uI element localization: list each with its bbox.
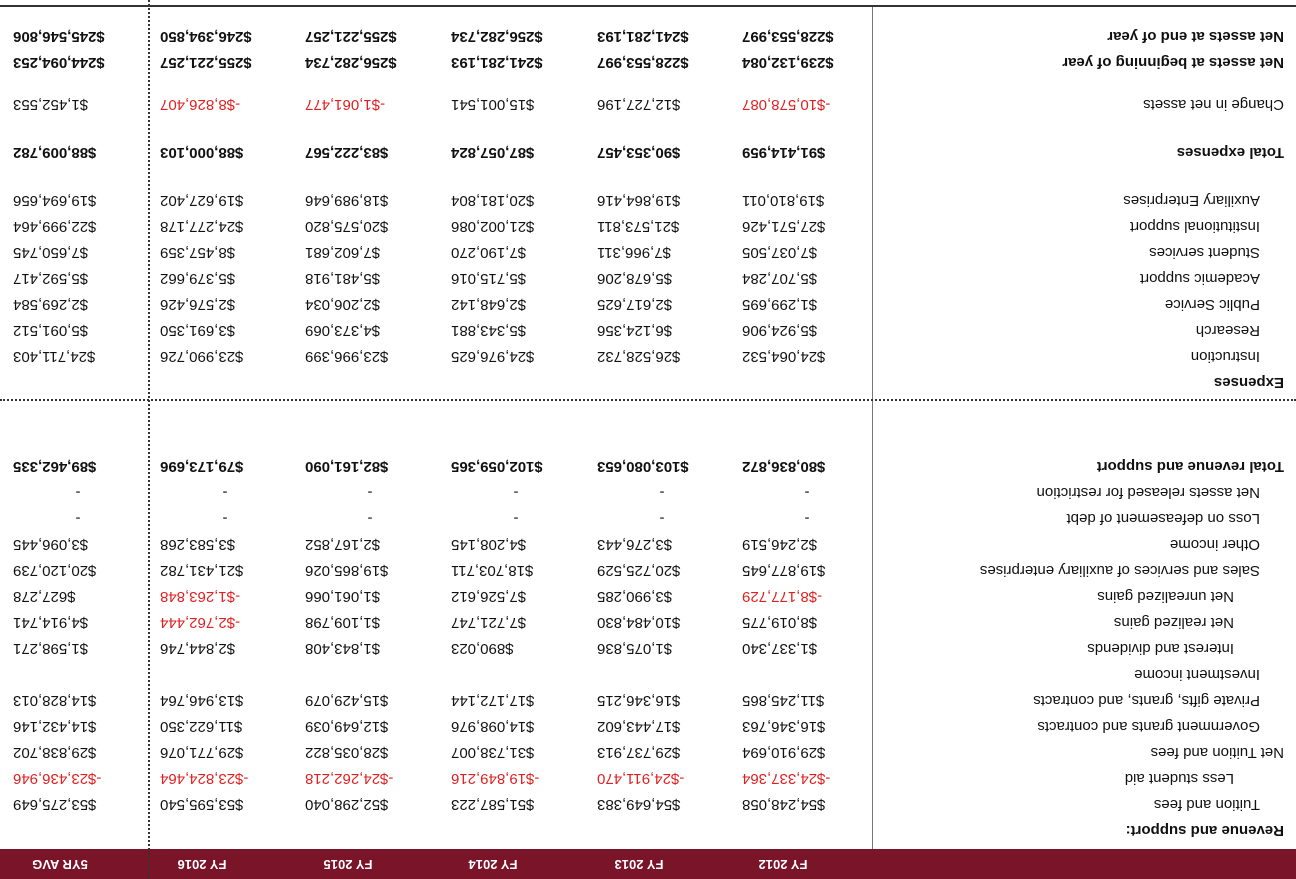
- cell-fy-2013: $3,276,443: [597, 536, 673, 553]
- row-label: Sales and services of auxiliary enterprises: [979, 562, 1260, 579]
- cell-fy-2013: $10,484,830: [597, 614, 681, 631]
- cell-fy-2015: $52,298,040: [305, 796, 389, 813]
- section-divider: [0, 399, 1296, 401]
- cell-fy-2013: -: [659, 484, 665, 501]
- row-net-assets-beginning: [0, 49, 1296, 75]
- cell-fy-2014: $256,282,734: [451, 28, 543, 45]
- cell-5yr-avg: -$23,436,946: [13, 770, 102, 787]
- cell-fy-2015: $20,575,820: [305, 218, 389, 235]
- cell-fy-2015: $7,602,681: [305, 244, 381, 261]
- cell-fy-2014: -$19,849,216: [451, 770, 540, 787]
- cell-5yr-avg: $20,120,739: [13, 562, 97, 579]
- row-label: Research: [1195, 322, 1260, 339]
- cell-fy-2013: $228,553,997: [597, 54, 689, 71]
- cell-fy-2015: -: [367, 484, 373, 501]
- row-label: Net assets released for restriction: [1036, 484, 1260, 501]
- cell-fy-2013: $5,678,206: [597, 270, 673, 287]
- cell-fy-2015: $1,843,408: [305, 640, 381, 657]
- row-label: Academic support: [1139, 270, 1260, 287]
- column-header-fy-2015: FY 2015: [323, 857, 373, 872]
- cell-fy-2012: $1,299,695: [742, 296, 818, 313]
- row-label: Government grants and contracts: [1037, 718, 1260, 735]
- cell-fy-2015: $5,481,918: [305, 270, 381, 287]
- cell-fy-2015: $82,161,090: [305, 458, 389, 475]
- cell-fy-2012: $19,877,645: [742, 562, 826, 579]
- cell-fy-2015: -: [367, 510, 373, 527]
- row-expenses-auxiliary: [0, 187, 1296, 213]
- column-header-fy-2014: FY 2014: [468, 857, 518, 872]
- row-label: Expenses: [1213, 374, 1284, 391]
- cell-fy-2013: $54,649,383: [597, 796, 681, 813]
- cell-fy-2016: $53,595,540: [160, 796, 244, 813]
- cell-fy-2013: $20,725,529: [597, 562, 681, 579]
- cell-5yr-avg: $29,838,702: [13, 744, 97, 761]
- cell-5yr-avg: $14,432,146: [13, 718, 97, 735]
- cell-fy-2014: $7,526,612: [451, 588, 527, 605]
- cell-fy-2014: $2,648,142: [451, 296, 527, 313]
- row-label: Net unrealized gains: [1097, 588, 1234, 605]
- cell-fy-2013: $19,864,416: [597, 192, 681, 209]
- cell-fy-2014: $7,721,747: [451, 614, 527, 631]
- cell-fy-2015: $12,649,039: [305, 718, 389, 735]
- row-revenue-tuition-fees: [0, 791, 1296, 817]
- cell-fy-2016: $88,000,103: [160, 144, 244, 161]
- row-revenue-interest: [0, 635, 1296, 661]
- cell-fy-2014: $18,703,711: [451, 562, 534, 579]
- cell-fy-2014: $20,181,804: [451, 192, 535, 209]
- cell-5yr-avg: $89,462,335: [13, 458, 97, 475]
- row-expenses-research: [0, 317, 1296, 343]
- cell-fy-2012: $5,924,906: [742, 322, 818, 339]
- column-header-bar: [0, 849, 1296, 879]
- cell-fy-2015: $256,282,734: [305, 54, 397, 71]
- cell-fy-2013: -$24,911,470: [597, 770, 685, 787]
- cell-5yr-avg: $88,009,782: [13, 144, 97, 161]
- cell-fy-2012: $19,810,011: [742, 192, 825, 209]
- row-label: Private gifts, grants, and contracts: [1033, 692, 1260, 709]
- cell-fy-2012: $11,245,865: [742, 692, 825, 709]
- row-revenue-investment-income: [0, 661, 1296, 687]
- cell-5yr-avg: $627,278: [13, 588, 76, 605]
- cell-fy-2014: $21,002,086: [451, 218, 535, 235]
- cell-fy-2015: $2,167,852: [305, 536, 381, 553]
- cell-5yr-avg: $7,650,745: [13, 244, 89, 261]
- cell-5yr-avg: $53,275,649: [13, 796, 97, 813]
- row-revenue-heading: [0, 817, 1296, 843]
- cell-5yr-avg: $14,828,013: [13, 692, 97, 709]
- cell-fy-2014: $87,057,824: [451, 144, 535, 161]
- cell-fy-2016: -: [222, 510, 228, 527]
- cell-fy-2013: $7,966,311: [597, 244, 671, 261]
- row-label: Other income: [1169, 536, 1260, 553]
- cell-fy-2013: $241,281,193: [597, 28, 689, 45]
- cell-fy-2014: $241,281,193: [451, 54, 543, 71]
- row-label: Net Tuition and fees: [1150, 744, 1284, 761]
- cell-fy-2016: $3,583,268: [160, 536, 236, 553]
- cell-fy-2013: $90,353,457: [597, 144, 681, 161]
- cell-fy-2014: -: [513, 484, 519, 501]
- cell-fy-2014: $5,343,881: [451, 322, 527, 339]
- cell-5yr-avg: $4,914,741: [13, 614, 89, 631]
- row-label: Net assets at end of year: [1107, 28, 1284, 45]
- row-revenue-defeasement: [0, 505, 1296, 531]
- cell-fy-2016: $246,394,850: [160, 28, 252, 45]
- cell-fy-2013: $1,075,836: [597, 640, 673, 657]
- cell-5yr-avg: $1,452,553: [13, 96, 89, 113]
- row-revenue-total: [0, 453, 1296, 479]
- cell-fy-2012: -$8,177,729: [742, 588, 823, 605]
- cell-fy-2016: -$2,762,444: [160, 614, 241, 631]
- cell-fy-2015: -$1,061,477: [305, 96, 386, 113]
- column-header-5yr-avg: 5YR AVG: [32, 857, 88, 872]
- cell-fy-2014: $14,098,976: [451, 718, 535, 735]
- cell-fy-2016: $255,221,257: [160, 54, 252, 71]
- cell-fy-2013: $29,737,913: [597, 744, 681, 761]
- cell-fy-2016: $2,844,746: [160, 640, 236, 657]
- cell-fy-2016: -: [222, 484, 228, 501]
- cell-5yr-avg: $3,096,445: [13, 536, 89, 553]
- row-revenue-aux-sales: [0, 557, 1296, 583]
- column-header-fy-2013: FY 2013: [614, 857, 664, 872]
- cell-fy-2015: $255,221,257: [305, 28, 397, 45]
- cell-fy-2013: $21,573,811: [597, 218, 680, 235]
- cell-fy-2014: $17,172,144: [451, 692, 535, 709]
- cell-fy-2013: $6,124,356: [597, 322, 673, 339]
- cell-fy-2012: $16,346,763: [742, 718, 826, 735]
- top-border: [0, 5, 1296, 7]
- cell-fy-2012: $5,707,284: [742, 270, 818, 287]
- row-label: Instruction: [1190, 348, 1260, 365]
- row-label: Loss on defeasement of debt: [1066, 510, 1260, 527]
- cell-fy-2012: $80,836,872: [742, 458, 826, 475]
- row-label: Tuition and fees: [1153, 796, 1260, 813]
- row-revenue-released: [0, 479, 1296, 505]
- cell-5yr-avg: $1,598,271: [13, 640, 89, 657]
- row-revenue-gov-grants: [0, 713, 1296, 739]
- cell-fy-2014: $31,738,007: [451, 744, 535, 761]
- row-expenses-heading: [0, 369, 1296, 395]
- row-revenue-net-tuition: [0, 739, 1296, 765]
- cell-fy-2016: $79,173,696: [160, 458, 244, 475]
- cell-fy-2013: $103,080,653: [597, 458, 689, 475]
- cell-fy-2016: $3,691,350: [160, 322, 236, 339]
- row-label: Total revenue and support: [1096, 458, 1284, 475]
- cell-fy-2012: $27,571,426: [742, 218, 826, 235]
- cell-fy-2012: $1,337,340: [742, 640, 818, 657]
- cell-fy-2013: $3,990,285: [597, 588, 673, 605]
- cell-5yr-avg: $5,592,417: [13, 270, 89, 287]
- cell-fy-2016: $13,946,764: [160, 692, 244, 709]
- cell-fy-2013: $16,346,215: [597, 692, 681, 709]
- row-expenses-total: [0, 139, 1296, 165]
- cell-fy-2012: $228,553,997: [742, 28, 834, 45]
- row-revenue-unrealized: [0, 583, 1296, 609]
- cell-fy-2012: $91,414,959: [742, 144, 826, 161]
- cell-fy-2014: -: [513, 510, 519, 527]
- column-header-fy-2012: FY 2012: [758, 857, 808, 872]
- cell-fy-2015: $4,373,069: [305, 322, 381, 339]
- row-label: Public Service: [1164, 296, 1260, 313]
- row-expenses-public-service: [0, 291, 1296, 317]
- cell-fy-2012: $54,248,058: [742, 796, 826, 813]
- row-label: Net assets at beginning of year: [1062, 54, 1284, 71]
- row-expenses-institutional: [0, 213, 1296, 239]
- row-label: Investment income: [1134, 666, 1260, 683]
- cell-fy-2015: $15,429,079: [305, 692, 389, 709]
- cell-fy-2016: $19,627,402: [160, 192, 244, 209]
- cell-fy-2015: -$24,262,218: [305, 770, 394, 787]
- cell-fy-2015: $23,996,399: [305, 348, 389, 365]
- column-header-fy-2016: FY 2016: [177, 857, 227, 872]
- cell-5yr-avg: $244,094,253: [13, 54, 105, 71]
- cell-fy-2016: -$8,826,407: [160, 96, 241, 113]
- cell-fy-2014: $24,976,625: [451, 348, 535, 365]
- row-expenses-academic-support: [0, 265, 1296, 291]
- cell-5yr-avg: $24,711,403: [13, 348, 96, 365]
- cell-fy-2012: $24,064,532: [742, 348, 826, 365]
- cell-fy-2016: $5,379,662: [160, 270, 236, 287]
- cell-fy-2013: $17,443,602: [597, 718, 681, 735]
- row-label: Less student aid: [1124, 770, 1234, 787]
- cell-fy-2014: $7,190,270: [451, 244, 527, 261]
- cell-5yr-avg: $22,999,464: [13, 218, 97, 235]
- cell-fy-2015: $83,222,567: [305, 144, 389, 161]
- cell-5yr-avg: $19,694,656: [13, 192, 97, 209]
- cell-fy-2014: $102,059,365: [451, 458, 543, 475]
- row-label: Student services: [1149, 244, 1260, 261]
- cell-fy-2012: -$10,578,087: [742, 96, 831, 113]
- cell-fy-2015: $19,865,026: [305, 562, 389, 579]
- cell-fy-2016: $2,576,426: [160, 296, 236, 313]
- cell-fy-2012: -: [804, 510, 810, 527]
- cell-fy-2014: $4,208,145: [451, 536, 527, 553]
- row-label: Change in net assets: [1143, 96, 1284, 113]
- cell-fy-2016: $23,990,726: [160, 348, 244, 365]
- cell-5yr-avg: -: [75, 484, 81, 501]
- cell-fy-2016: $29,771,076: [160, 744, 244, 761]
- cell-fy-2016: $21,431,782: [160, 562, 244, 579]
- row-label: Auxiliary Enterprises: [1123, 192, 1260, 209]
- cell-fy-2012: $7,037,505: [742, 244, 818, 261]
- cell-fy-2015: $1,061,066: [305, 588, 381, 605]
- cell-fy-2014: $5,715,016: [451, 270, 527, 287]
- cell-fy-2012: -: [804, 484, 810, 501]
- cell-fy-2016: -$1,263,848: [160, 588, 241, 605]
- row-revenue-realized: [0, 609, 1296, 635]
- row-label: Institutional support: [1129, 218, 1260, 235]
- cell-fy-2012: $239,132,084: [742, 54, 834, 71]
- cell-fy-2015: $1,109,798: [305, 614, 381, 631]
- cell-fy-2013: $26,528,732: [597, 348, 681, 365]
- cell-fy-2012: $8,019,775: [742, 614, 818, 631]
- cell-fy-2014: $51,587,223: [451, 796, 535, 813]
- cell-fy-2016: $11,622,350: [160, 718, 243, 735]
- cell-fy-2012: $29,910,694: [742, 744, 826, 761]
- cell-fy-2012: $2,246,519: [742, 536, 818, 553]
- row-label: Total expenses: [1176, 144, 1284, 161]
- cell-5yr-avg: -: [75, 510, 81, 527]
- cell-fy-2013: -: [659, 510, 665, 527]
- row-label: Revenue and support:: [1125, 822, 1284, 839]
- cell-5yr-avg: $2,269,584: [13, 296, 89, 313]
- row-revenue-other-income: [0, 531, 1296, 557]
- row-expenses-instruction: [0, 343, 1296, 369]
- row-net-assets-end: [0, 23, 1296, 49]
- row-label: Net realized gains: [1113, 614, 1234, 631]
- cell-fy-2015: $18,989,646: [305, 192, 389, 209]
- cell-fy-2014: $15,001,541: [451, 96, 535, 113]
- cell-fy-2015: $28,035,822: [305, 744, 389, 761]
- cell-fy-2016: -$23,824,464: [160, 770, 249, 787]
- row-net-assets-change: [0, 91, 1296, 117]
- row-revenue-private-gifts: [0, 687, 1296, 713]
- cell-5yr-avg: $5,091,512: [13, 322, 89, 339]
- cell-fy-2012: -$24,337,364: [742, 770, 831, 787]
- cell-5yr-avg: $245,546,806: [13, 28, 105, 45]
- cell-fy-2013: $12,727,196: [597, 96, 681, 113]
- row-expenses-student-services: [0, 239, 1296, 265]
- cell-fy-2016: $24,277,178: [160, 218, 244, 235]
- row-label: Interest and dividends: [1087, 640, 1234, 657]
- cell-fy-2014: $890,023: [451, 640, 514, 657]
- row-revenue-student-aid: [0, 765, 1296, 791]
- cell-fy-2016: $8,457,359: [160, 244, 236, 261]
- cell-fy-2015: $2,206,034: [305, 296, 381, 313]
- cell-fy-2013: $2,617,625: [597, 296, 673, 313]
